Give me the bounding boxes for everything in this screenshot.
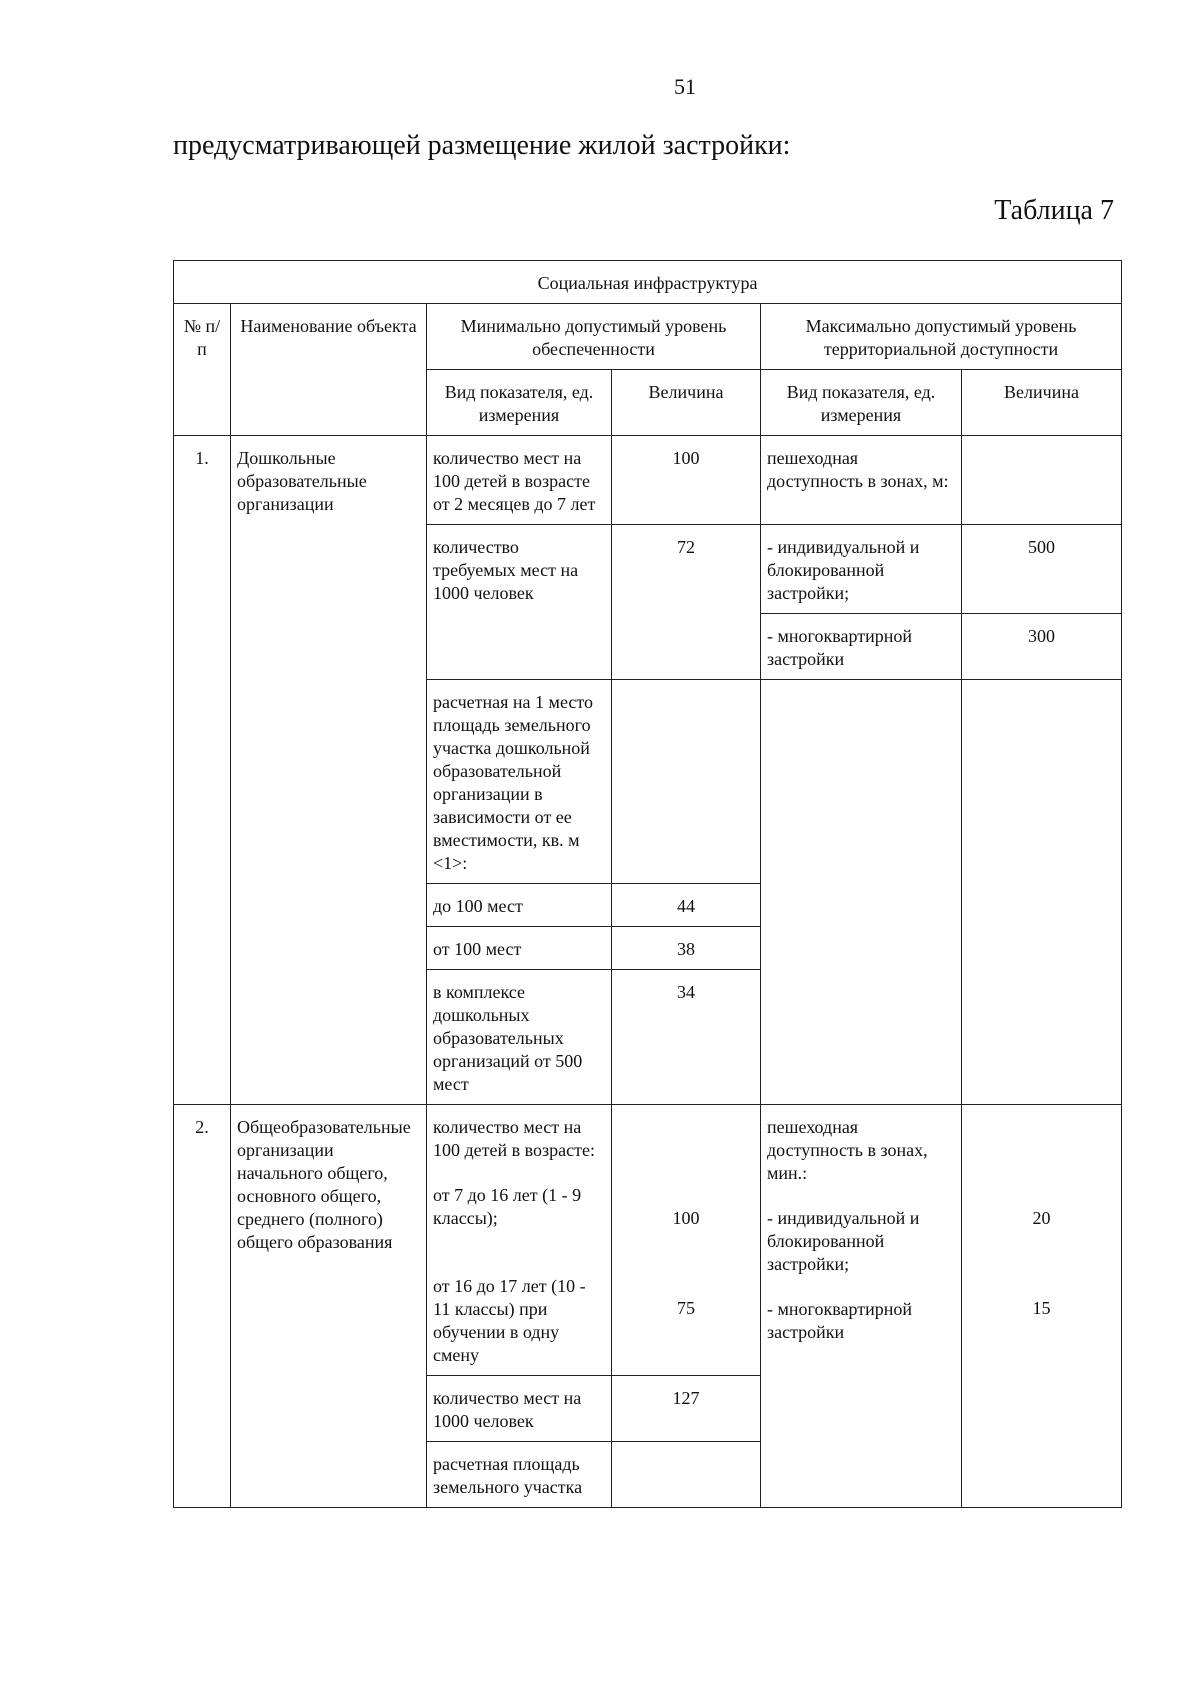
- page-number: 51: [674, 74, 696, 99]
- indicator-cell: расчетная площадь земельного участка: [427, 1442, 612, 1508]
- table-section-row: [174, 261, 1122, 304]
- header-value-2: Величина: [962, 370, 1122, 436]
- indicator-cell: до 100 мест: [427, 884, 612, 927]
- object-name: Дошкольные образовательные организации: [231, 436, 427, 1105]
- object-name: Общеобразовательные организации начального общего, основного общего, среднего (полного) общего образования: [231, 1105, 427, 1508]
- table-label: Таблица 7: [994, 195, 1114, 226]
- header-indicator: Вид показателя, ед. измерения: [427, 370, 612, 436]
- header-indicator-2: Вид показателя, ед. измерения: [761, 370, 962, 436]
- row-number: 2.: [174, 1105, 231, 1508]
- access-cell: - многоквартирной застройки: [761, 614, 962, 680]
- indicator-age-group-b: от 16 до 17 лет (10 - 11 классы) при обучении в одну смену: [433, 1276, 586, 1365]
- value-cell: 127: [612, 1376, 761, 1442]
- access-cell: [761, 1105, 962, 1508]
- table-header-row: [174, 304, 1122, 370]
- row-number: 1.: [174, 436, 231, 1105]
- table-row: [174, 1105, 1122, 1376]
- header-num: № п/п: [174, 304, 231, 436]
- value-cell: 72: [612, 525, 761, 680]
- value-cell: 34: [612, 970, 761, 1105]
- access-value-cell: 300: [962, 614, 1122, 680]
- indicator-cell: [427, 1105, 612, 1376]
- indicator-cell: количество мест на 100 детей в возрасте от 2 месяцев до 7 лет: [427, 436, 612, 525]
- access-value-cell: 500: [962, 525, 1122, 614]
- value-cell: [612, 1442, 761, 1508]
- social-infrastructure-table: [173, 260, 1122, 1508]
- lead-text: предусматривающей размещение жилой застройки:: [173, 130, 791, 161]
- access-value-cell: [962, 436, 1122, 525]
- access-value-zone-b: 15: [1032, 1298, 1051, 1318]
- value-cell: 100: [612, 436, 761, 525]
- value-cell: 44: [612, 884, 761, 927]
- value-cell: 38: [612, 927, 761, 970]
- access-zone-a: - индивидуальной и блокированной застройки;: [767, 1208, 920, 1274]
- access-cell: пешеходная доступность в зонах, м:: [761, 436, 962, 525]
- access-zone-b: - многоквартирной застройки: [767, 1299, 912, 1342]
- access-cell: - индивидуальной и блокированной застройки;: [761, 525, 962, 614]
- indicator-cell: в комплексе дошкольных образовательных организаций от 500 мест: [427, 970, 612, 1105]
- access-head: пешеходная доступность в зонах, мин.:: [767, 1117, 928, 1183]
- access-cell: [761, 680, 962, 1105]
- header-name: Наименование объекта: [231, 304, 427, 436]
- indicator-cell: количество требуемых мест на 1000 человек: [427, 525, 612, 680]
- header-value: Величина: [612, 370, 761, 436]
- indicator-cell: расчетная на 1 место площадь земельного участка дошкольной образовательной организации в зависимости от ее вместимости, кв. м <1>:: [427, 680, 612, 884]
- access-value-cell: [962, 1105, 1122, 1508]
- header-max-level: Максимально допустимый уровень территориальной доступности: [761, 304, 1122, 370]
- section-title: Социальная инфраструктура: [174, 261, 1122, 304]
- access-value-zone-a: 20: [1032, 1208, 1051, 1228]
- indicator-cell: количество мест на 1000 человек: [427, 1376, 612, 1442]
- value-age-group-b: 75: [677, 1298, 695, 1318]
- indicator-cell: от 100 мест: [427, 927, 612, 970]
- value-age-group-a: 100: [672, 1208, 700, 1228]
- indicator-head: количество мест на 100 детей в возрасте:: [433, 1117, 595, 1160]
- header-min-level: Минимально допустимый уровень обеспеченности: [427, 304, 761, 370]
- table-row: [174, 436, 1122, 525]
- access-value-cell: [962, 680, 1122, 1105]
- value-cell: [612, 680, 761, 884]
- indicator-age-group-a: от 7 до 16 лет (1 - 9 классы);: [433, 1185, 582, 1228]
- value-cell: [612, 1105, 761, 1376]
